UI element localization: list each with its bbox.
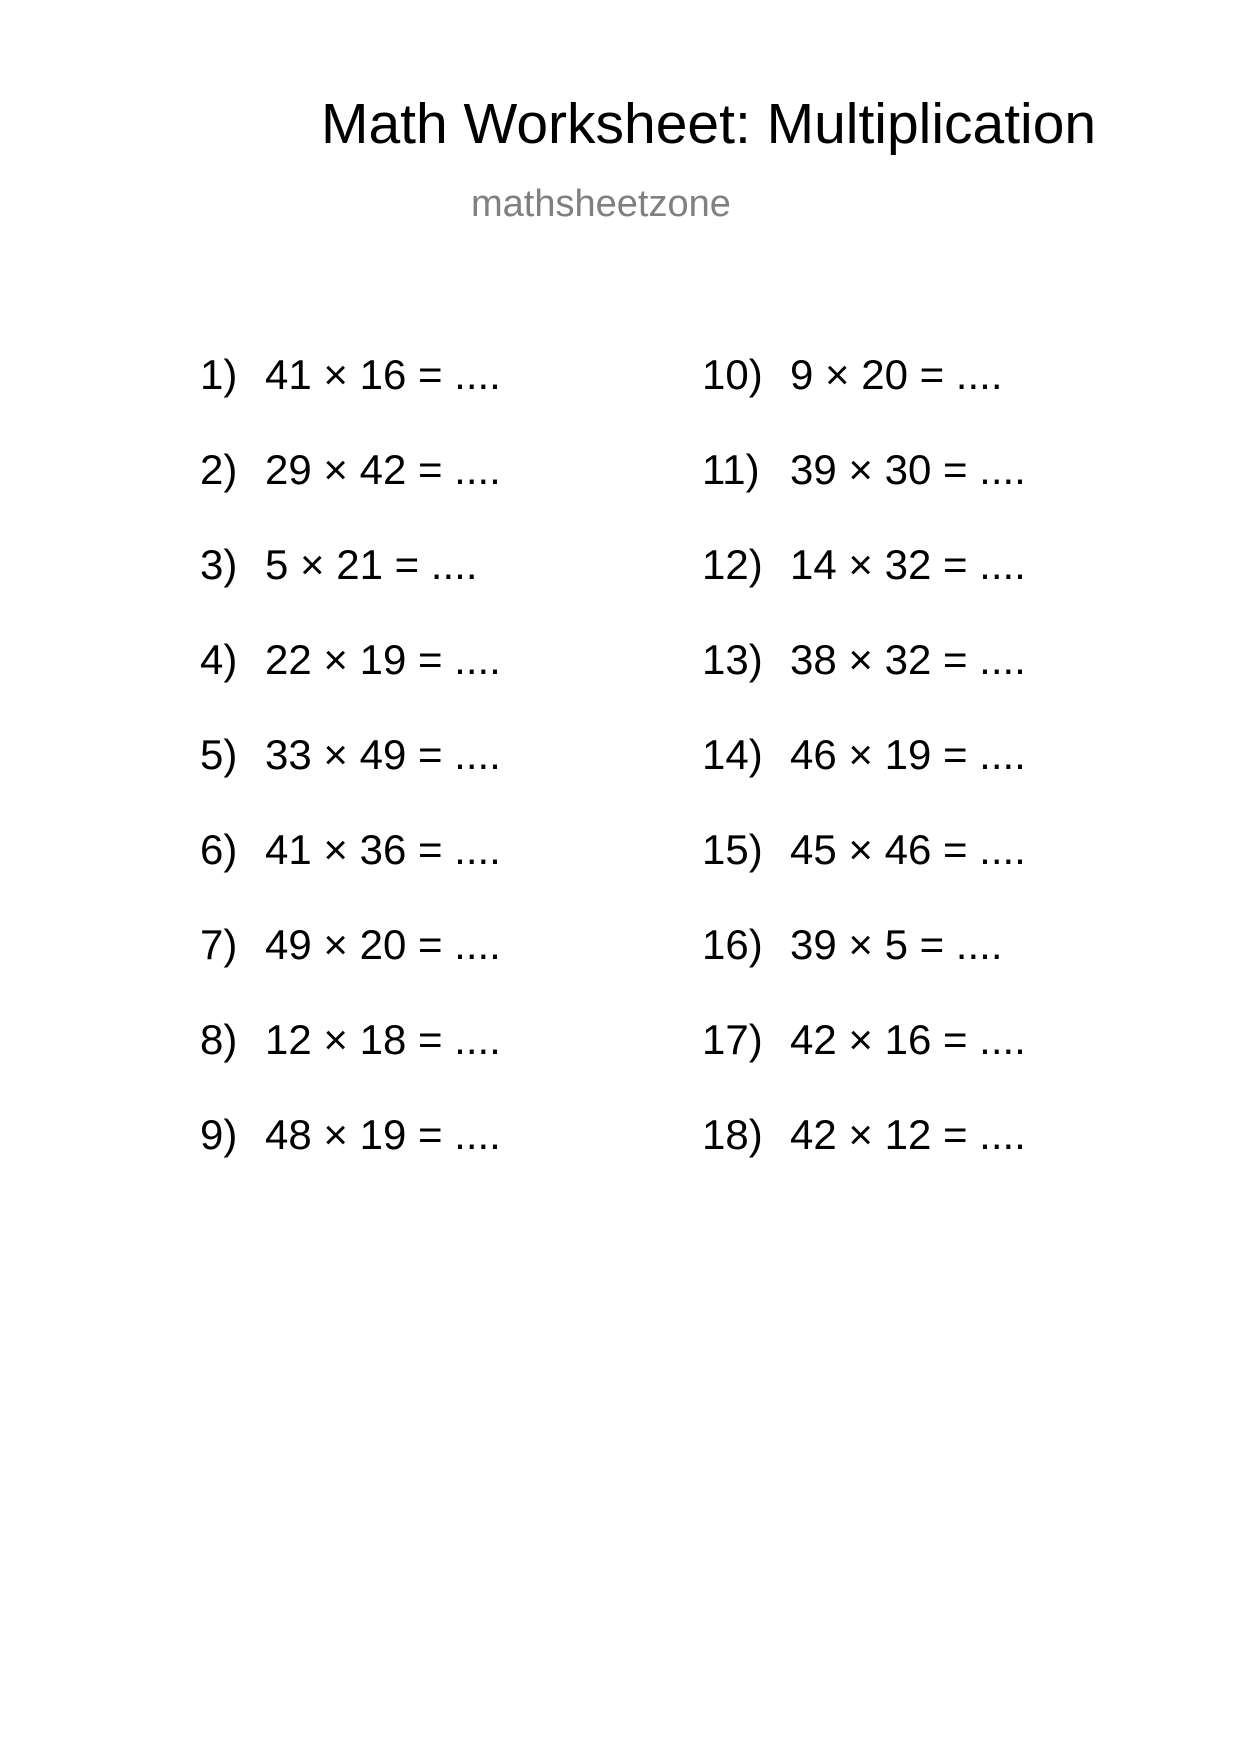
problem-expression: 22 × 19 = .... — [265, 636, 501, 683]
problem-item — [702, 1016, 1026, 1114]
problem-expression: 9 × 20 = .... — [790, 351, 1003, 398]
problem-expression: 5 × 21 = .... — [265, 541, 478, 588]
problem-expression: 29 × 42 = .... — [265, 446, 501, 493]
problem-number: 15) — [702, 826, 763, 873]
problem-number: 12) — [702, 541, 763, 588]
problem-expression: 41 × 36 = .... — [265, 826, 501, 873]
problem-item — [200, 1016, 501, 1114]
problems-column-left — [200, 351, 501, 1209]
problem-number: 16) — [702, 921, 763, 968]
problem-expression: 45 × 46 = .... — [790, 826, 1026, 873]
problem-number: 7) — [200, 921, 238, 968]
problem-number: 13) — [702, 636, 763, 683]
problem-item — [702, 921, 1026, 1019]
problem-item — [200, 541, 501, 639]
problem-item — [702, 636, 1026, 734]
problem-item — [200, 351, 501, 449]
problem-item — [702, 351, 1026, 449]
problem-expression: 38 × 32 = .... — [790, 636, 1026, 683]
problem-number: 5) — [200, 731, 238, 778]
problem-item — [702, 826, 1026, 924]
problem-expression: 41 × 16 = .... — [265, 351, 501, 398]
problem-item — [200, 1111, 501, 1209]
problem-number: 2) — [200, 446, 238, 493]
problem-number: 14) — [702, 731, 763, 778]
problem-item — [200, 921, 501, 1019]
worksheet-title: Math Worksheet: Multiplication — [321, 92, 1097, 156]
problem-number: 18) — [702, 1111, 763, 1158]
problem-number: 10) — [702, 351, 763, 398]
problem-number: 9) — [200, 1111, 238, 1158]
problem-expression: 33 × 49 = .... — [265, 731, 501, 778]
problem-item — [702, 731, 1026, 829]
problem-expression: 42 × 16 = .... — [790, 1016, 1026, 1063]
problem-expression: 46 × 19 = .... — [790, 731, 1026, 778]
problem-item — [200, 731, 501, 829]
problem-number: 4) — [200, 636, 238, 683]
problem-number: 6) — [200, 826, 238, 873]
problem-expression: 39 × 30 = .... — [790, 446, 1026, 493]
problem-item — [702, 1111, 1026, 1209]
problem-item — [200, 826, 501, 924]
problem-number: 17) — [702, 1016, 763, 1063]
problem-expression: 49 × 20 = .... — [265, 921, 501, 968]
problem-item — [200, 636, 501, 734]
problem-expression: 48 × 19 = .... — [265, 1111, 501, 1158]
problem-number: 3) — [200, 541, 238, 588]
problem-expression: 42 × 12 = .... — [790, 1111, 1026, 1158]
problems-column-right — [702, 351, 1026, 1209]
problem-item — [702, 541, 1026, 639]
problem-item — [200, 446, 501, 544]
worksheet-source: mathsheetzone — [471, 183, 731, 225]
problem-number: 1) — [200, 351, 238, 398]
problem-number: 8) — [200, 1016, 238, 1063]
problem-number: 11) — [702, 446, 760, 493]
problem-expression: 12 × 18 = .... — [265, 1016, 501, 1063]
problem-expression: 39 × 5 = .... — [790, 921, 1003, 968]
problem-item — [702, 446, 1026, 544]
problem-expression: 14 × 32 = .... — [790, 541, 1026, 588]
